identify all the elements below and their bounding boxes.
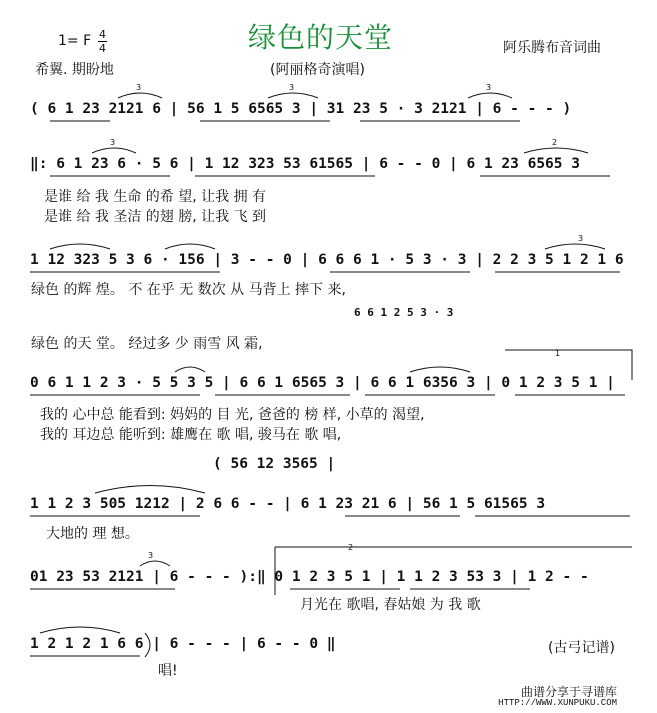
svg-text:3: 3 bbox=[486, 83, 492, 92]
score-row-5: 1 1 2 3 505 1212 | 2 6 6 - - | 6 1 23 21 6 | 56 1 5 61565 3 bbox=[30, 496, 546, 512]
score-row-7: 1 2 1 2 1 6 6 | 6 - - - | 6 - - 0 ‖ bbox=[30, 636, 336, 652]
tie-arc bbox=[145, 633, 150, 657]
meter-bottom: 4 bbox=[99, 42, 106, 55]
lyricist-credit: 希翼. 期盼地 bbox=[35, 62, 114, 78]
lyrics-row-7: 唱! bbox=[158, 663, 178, 679]
lyrics-row-4-verse-2: 我的 耳边总 能听到: 雄鹰在 歌 唱, 骏马在 歌 唱, bbox=[40, 427, 342, 443]
tie-arc bbox=[410, 367, 470, 372]
performer-credit: (阿丽格奇演唱) bbox=[270, 62, 365, 78]
svg-text:3: 3 bbox=[136, 83, 142, 92]
tie-arc bbox=[40, 627, 120, 633]
svg-text:3: 3 bbox=[110, 138, 116, 147]
tie-arc bbox=[92, 148, 136, 153]
composer-credit: 阿乐腾布音词曲 bbox=[503, 40, 601, 56]
svg-text:3: 3 bbox=[578, 234, 584, 243]
score-row-3: 1 12 323 5 3 6 · 156 | 3 - - 0 | 6 6 6 1 · 5 3 · 3 | 2 2 3 5 1 2 1 6 bbox=[30, 252, 624, 268]
key-signature: 1= F bbox=[58, 33, 92, 49]
lyrics-row-5: 大地的 理 想。 bbox=[46, 526, 139, 542]
alt-notes-row-3: 6 6 1 2 5 3 · 3 bbox=[354, 306, 454, 319]
svg-text:3: 3 bbox=[289, 83, 295, 92]
lyrics-row-2-verse-1: 是谁 给 我 生命 的希 望, 让我 拥 有 bbox=[44, 189, 267, 205]
lyrics-row-4-verse-1: 我的 心中总 能看到: 妈妈的 目 光, 爸爸的 榜 样, 小草的 渴望, bbox=[40, 407, 425, 423]
footer-source: 曲谱分享于寻谱库 bbox=[520, 685, 617, 699]
lyrics-row-3-verse-1: 绿色 的辉 煌。 不 在乎 无 数次 从 马背上 摔下 来, bbox=[31, 282, 346, 298]
svg-text:3: 3 bbox=[148, 551, 154, 560]
score-row-1: ( 6 1 23 2121 6 | 56 1 5 6565 3 | 31 23 5 · 3 2121 | 6 - - - ) bbox=[30, 101, 572, 117]
score-row-2: ‖: 6 1 23 6 · 5 6 | 1 12 323 53 61565 | 6 - - 0 | 6 1 23 6565 3 bbox=[30, 156, 580, 172]
song-title: 绿色的天堂 bbox=[248, 21, 394, 54]
lyrics-row-6: 月光在 歌唱, 春姑娘 为 我 歌 bbox=[300, 597, 481, 613]
tie-arc bbox=[524, 148, 588, 153]
volta-bracket-1 bbox=[505, 350, 632, 380]
score-row-6: 01 23 53 2121 | 6 - - - ):‖ 0 1 2 3 5 1 | 1 1 2 3 53 3 | 1 2 - - bbox=[30, 569, 589, 585]
transcriber-note: (古弓记谱) bbox=[548, 640, 615, 656]
lyrics-row-3-verse-2: 绿色 的天 堂。 经过多 少 雨雪 风 霜, bbox=[31, 336, 263, 352]
tie-arc bbox=[118, 93, 162, 98]
tie-arc bbox=[468, 93, 512, 98]
tie-arc bbox=[175, 367, 205, 372]
tie-arc bbox=[165, 244, 215, 249]
lyrics-row-2-verse-2: 是谁 给 我 圣洁 的翅 膀, 让我 飞 到 bbox=[44, 209, 267, 225]
svg-text:2: 2 bbox=[552, 138, 558, 147]
tie-arc bbox=[268, 93, 318, 98]
svg-text:2: 2 bbox=[348, 543, 354, 552]
tie-arc bbox=[95, 486, 205, 494]
svg-text:1: 1 bbox=[555, 349, 561, 358]
tie-arc bbox=[50, 244, 110, 249]
score-row-5-prefix: ( 56 12 3565 | bbox=[213, 456, 336, 472]
meter-top: 4 bbox=[99, 28, 106, 41]
tie-arc bbox=[545, 244, 605, 249]
footer-url: HTTP://WWW.XUNPUKU.COM bbox=[498, 698, 617, 708]
tie-arc bbox=[140, 561, 170, 566]
score-row-4: 0 6 1 1 2 3 · 5 5 3 5 | 6 6 1 6565 3 | 6 6 1 6356 3 | 0 1 2 3 5 1 | bbox=[30, 375, 615, 391]
